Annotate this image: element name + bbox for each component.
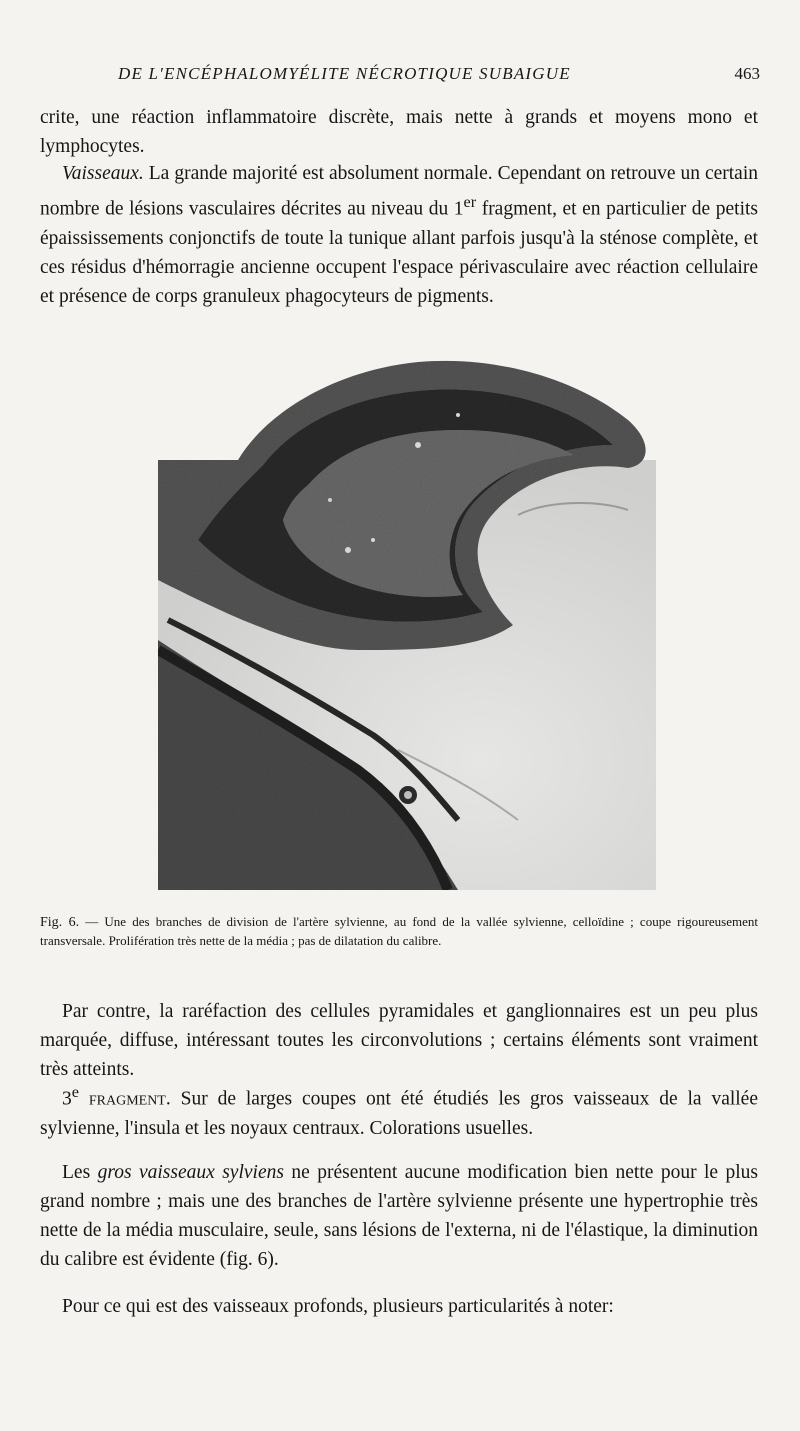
paragraph-fragment-3: 3e fragment. Sur de larges coupes ont été étudiés les gros vaisseaux de la vallée sylvienne, l'insula et les noyaux centraux. Colorations usuelles. <box>40 1083 758 1139</box>
running-header <box>118 64 760 84</box>
running-title: DE L'ENCÉPHALOMYÉLITE NÉCROTIQUE SUBAIGUE <box>118 64 571 83</box>
figure-label: Fig. 6. <box>40 915 80 930</box>
paragraph-vaisseaux: Vaisseaux. La grande majorité est absolument normale. Cependant on retrouve un certain nombre de lésions vasculaires décrites au niveau du 1er fragment, et en particulier de petits épaississements conjonctifs de toute la tunique allant parfois jusqu'à la sténose complète, et ces résidus d'hémorragie ancienne occupent l'espace périvasculaire avec réaction cellulaire et présence de corps granuleux phagocyteurs de pigments. <box>40 163 759 307</box>
figure-6-micrograph <box>158 350 656 890</box>
paragraph-lead-fragment: fragment. <box>78 1088 171 1110</box>
page-number: 463 <box>734 64 760 83</box>
paragraph-6: Pour ce qui est des vaisseaux profonds, plusieurs particularités à noter: <box>62 1296 614 1317</box>
paragraph-3: Par contre, la raréfaction des cellules pyramidales et ganglionnaires est un peu plus marquée, diffuse, intéressant toutes les circonvolutions ; certains éléments sont vraiment très atteints. <box>40 1001 758 1080</box>
figure-caption <box>40 913 758 950</box>
italic-gros-vaisseaux: gros vaisseaux sylviens <box>97 1162 284 1183</box>
paragraph-1: crite, une réaction inflammatoire discrète, mais nette à grands et moyens mono et lymphocytes. <box>40 107 758 157</box>
micrograph-artery-section-icon <box>158 350 656 890</box>
paragraph-lead-vaisseaux: Vaisseaux. <box>62 163 144 184</box>
paragraph-5: Les gros vaisseaux sylviens ne présentent aucune modification bien nette pour le plus grand nombre ; mais une des branches de l'artère sylvienne présente une hypertrophie très nette de la média musculaire, seule, sans lésions de l'externa, ni de l'élastique, la diminution du calibre est évidente (fig. 6). <box>40 1162 759 1270</box>
figure-caption-text: — Une des branches de division de l'artère sylvienne, au fond de la vallée sylvienne, celloïdine ; coupe rigoureusement transversale. Prolifération très nette de la média ; pas de dilatation du calibre. <box>40 914 758 948</box>
